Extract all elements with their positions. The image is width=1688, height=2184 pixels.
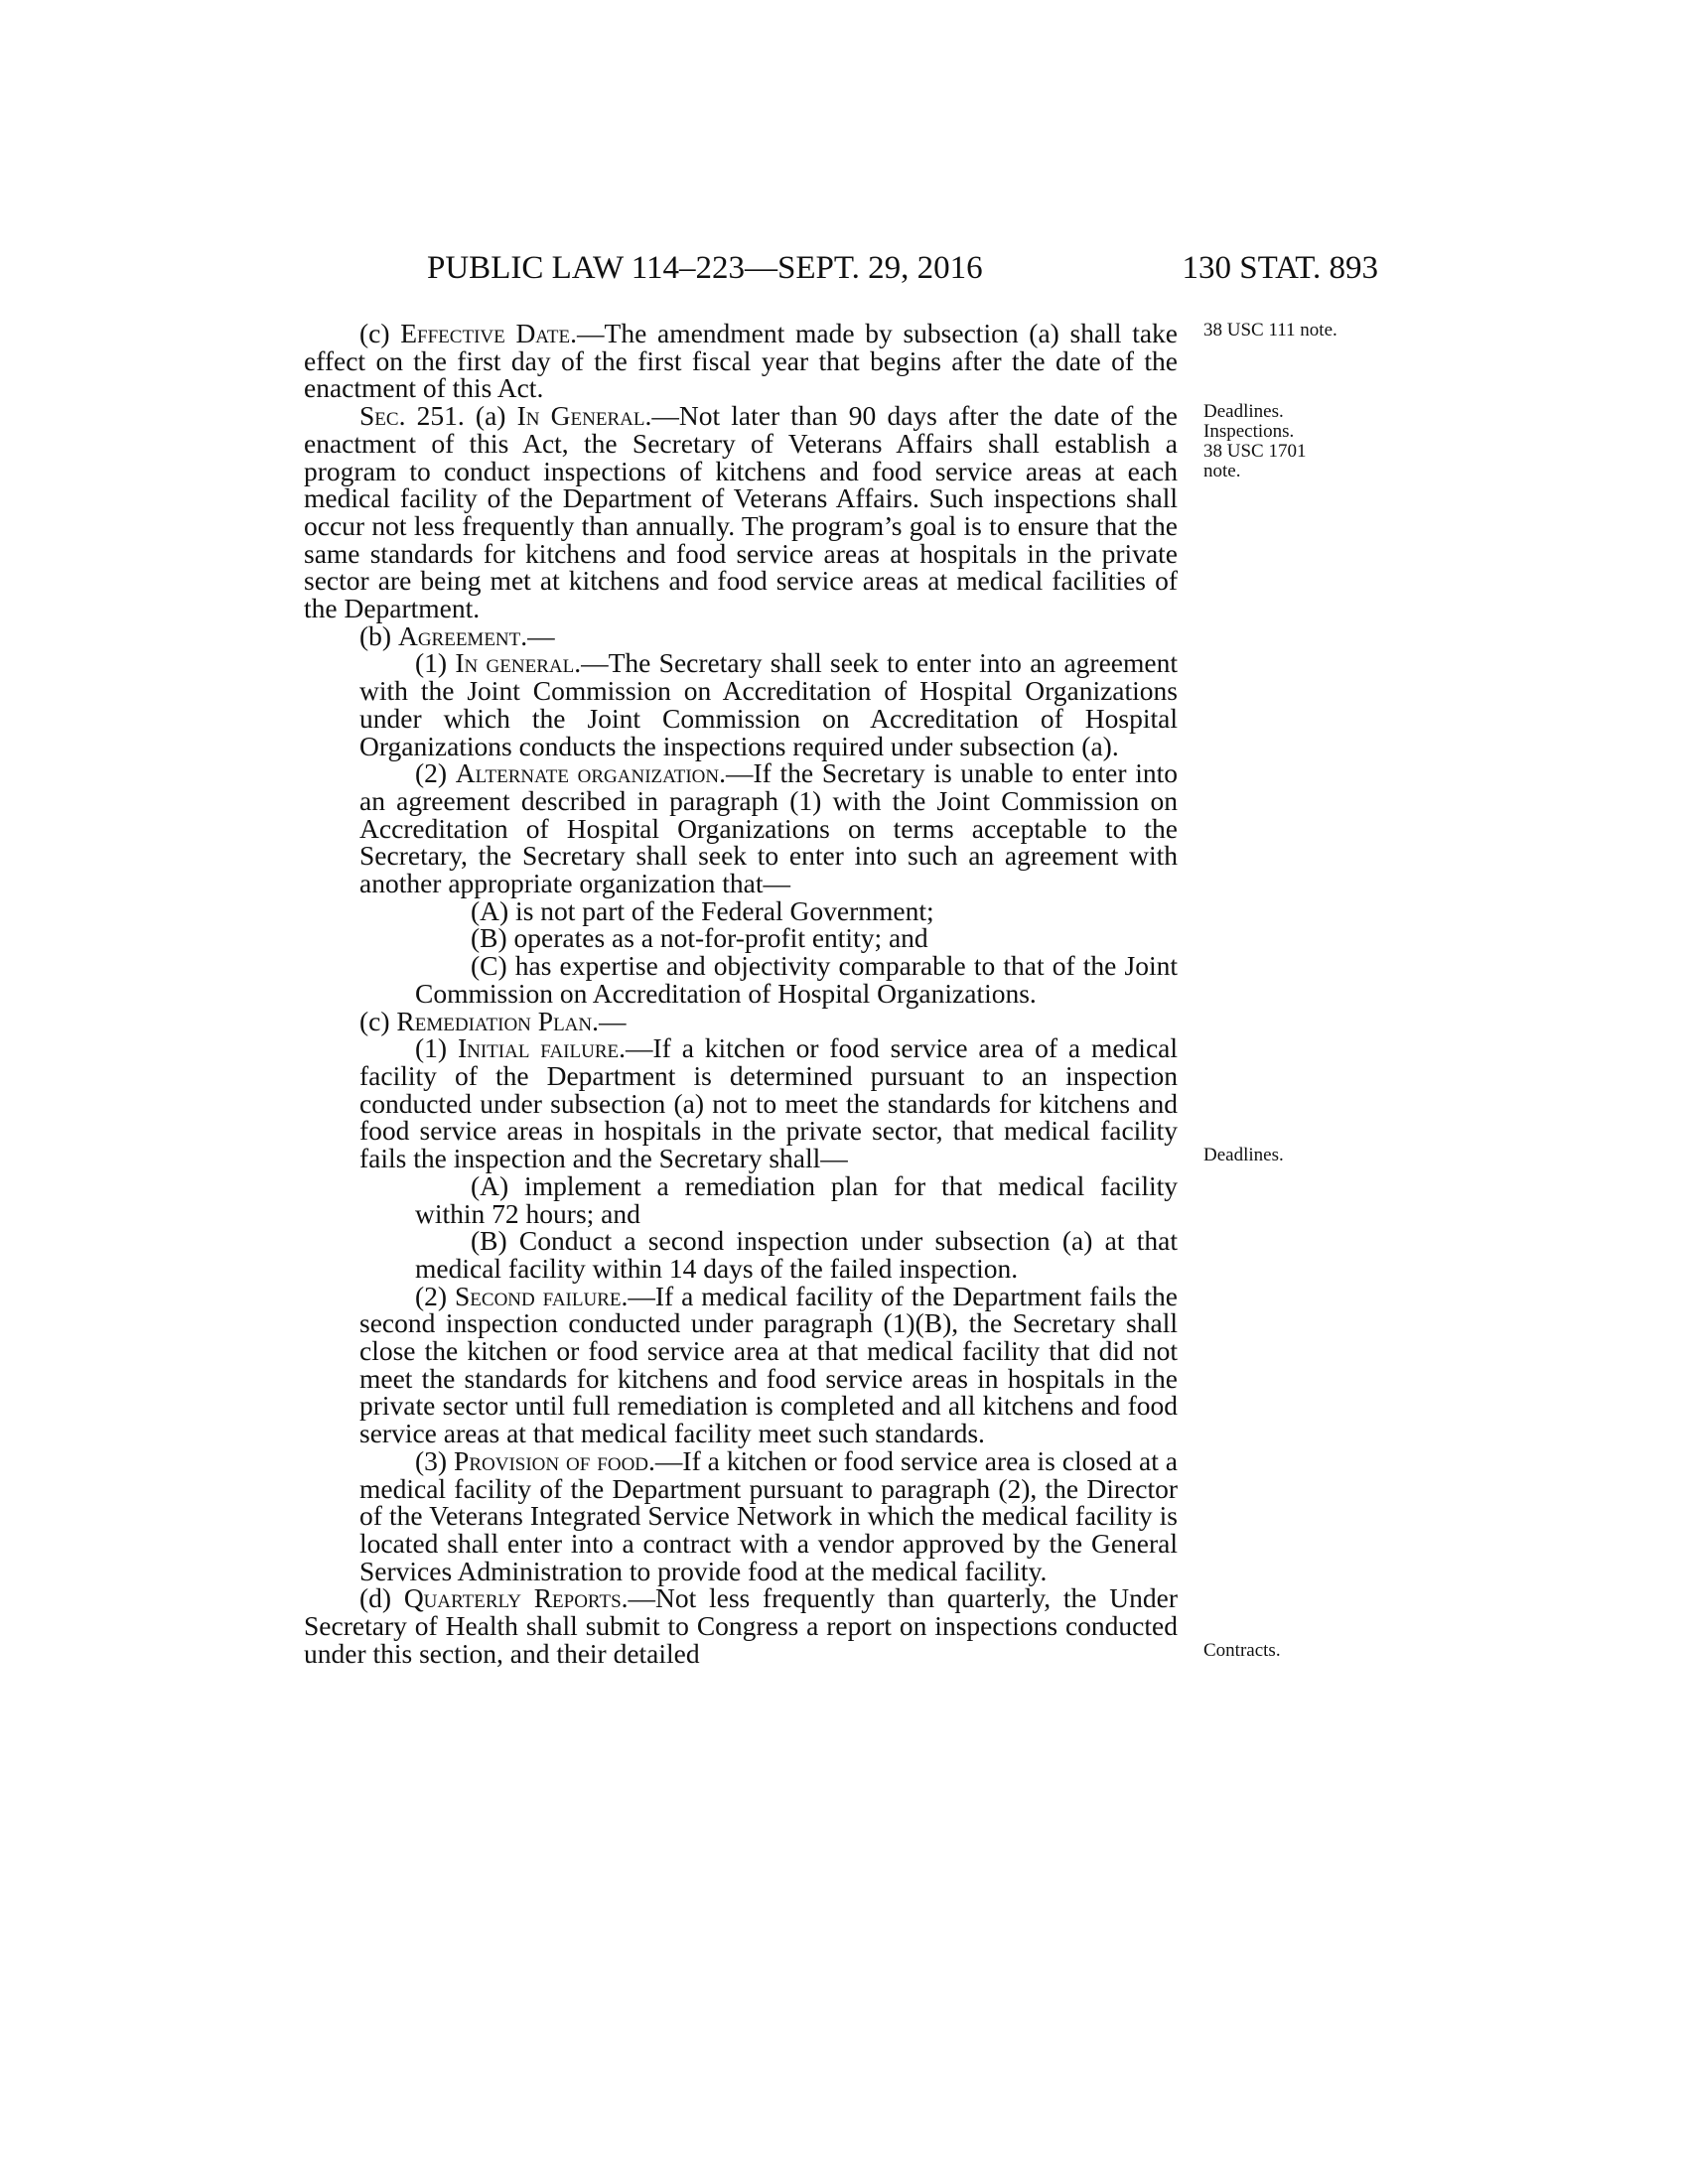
margin-note-text: Deadlines.: [1203, 1145, 1284, 1165]
statute-text: [304, 320, 1178, 1667]
text-run: (2): [415, 1280, 455, 1311]
paragraph-provision-of-food: [304, 1444, 1178, 1586]
margin-note-text: 38 USC 111 note.: [1203, 320, 1337, 341]
page-header: [427, 250, 1378, 290]
paragraph-initial-failure: [304, 1034, 1178, 1172]
text-run: .—The Secretary shall seek to enter into an agreement with the Joint Commission on Accreditation of Hospital Organizations under which the Joint Commission on Accreditation of Hospital Organizations conducts the inspections required under subsection (a).: [359, 647, 1178, 761]
subparagraph-a: (A) implement a remediation plan for that medical facility within 72 hours; and: [415, 1169, 1178, 1229]
margin-note-text: Contracts.: [1203, 1640, 1281, 1661]
margin-note-text: Deadlines.: [1203, 401, 1284, 422]
heading-run: Initial failure: [457, 1032, 620, 1064]
text-run: (b): [359, 619, 398, 651]
paragraph-agreement: [304, 619, 1178, 651]
text-run: (3): [415, 1444, 455, 1476]
subparagraph-b: (B) operates as a not-for-profit entity; and: [471, 922, 928, 954]
heading-run: Remediation Plan: [396, 1005, 593, 1036]
margin-note-contracts: [1203, 1641, 1382, 1661]
paragraph-in-general: [304, 649, 1178, 759]
subparagraph-a: (A) is not part of the Federal Government;: [471, 894, 934, 926]
heading-run: Second failure: [455, 1280, 622, 1311]
margin-note-text: Inspections.: [1203, 421, 1295, 442]
margin-note-text: 38 USC 1701: [1203, 441, 1307, 462]
heading-run: Alternate organization: [455, 757, 720, 789]
text-run: .—: [592, 1005, 627, 1036]
margin-note-deadlines: [1203, 1146, 1382, 1165]
text-run: (2): [415, 757, 456, 789]
paragraph-second-failure: [304, 1280, 1178, 1449]
running-head: PUBLIC LAW 114–223—SEPT. 29, 2016: [427, 250, 983, 286]
text-run: .—Not less frequently than quarterly, the Under Secretary of Health shall submit to Congress a report on inspections conducted under this section, and their detailed: [304, 1582, 1178, 1669]
margin-note-group: [1203, 402, 1382, 481]
text-run: (d): [359, 1582, 404, 1614]
text-run: . 251. (a): [398, 400, 517, 432]
subparagraph-b: (B) Conduct a second inspection under subsection (a) at that medical facility within 14 days of the failed inspection.: [415, 1225, 1178, 1284]
text-run: .—If a kitchen or food service area of a medical facility of the Department is determined pursuant to an inspection conducted under subsection (a) not to meet the standards for kitchens and food service areas in hospitals in the private sector, that medical facility fails the inspection and the Secretary shall—: [359, 1032, 1178, 1174]
text-run: .—If a medical facility of the Department fails the second inspection conducted under paragraph (1)(B), the Secretary shall close the kitchen or food service area at that medical facility that did not meet the standards for kitchens and food service areas in hospitals in the private sector until full remediation is completed and all kitchens and food service areas at that medical facility meet such standards.: [359, 1280, 1178, 1449]
text-run: (1): [415, 1032, 458, 1064]
text-run: .—If the Secretary is unable to enter into an agreement described in paragraph (1) with the Joint Commission on Accreditation of Hospital Organizations on terms acceptable to the Secretary, the Secretary shall seek to enter into such an agreement with another appropriate organization that—: [359, 757, 1178, 899]
paragraph-sec-251: [304, 402, 1178, 622]
heading-run: Provision of food: [454, 1444, 649, 1476]
margin-note-text: note.: [1203, 461, 1241, 481]
paragraph-remediation-plan: [304, 1005, 1178, 1036]
heading-run: Sec: [359, 400, 399, 432]
text-run: (c): [359, 318, 401, 348]
paragraph-quarterly-reports: [304, 1584, 1178, 1667]
paragraph-effective-date: [304, 320, 1178, 402]
heading-run: Effective Date: [400, 318, 571, 348]
subparagraph-c: (C) has expertise and objectivity comparable to that of the Joint Commission on Accreditation of Hospital Organizations.: [415, 950, 1178, 1009]
margin-note-usc: [1203, 321, 1382, 341]
heading-run: In General: [516, 400, 645, 432]
text-run: .—The amendment made by subsection (a) shall take effect on the first day of the first fiscal year that begins after the date of the enactment of this Act.: [304, 318, 1178, 404]
heading-run: Quarterly Reports: [403, 1582, 622, 1614]
text-run: (c): [359, 1005, 397, 1036]
statute-page-number: 130 STAT. 893: [1182, 250, 1378, 286]
text-run: .—Not later than 90 days after the date of the enactment of this Act, the Secretary of Veterans Affairs shall establish a program to conduct inspections of kitchens and food service areas at each medical facility of the Department of Veterans Affairs. Such inspections shall occur not less frequently than annually. The program’s goal is to ensure that the same standards for kitchens and food service areas at hospitals in the private sector are being met at kitchens and food service areas at medical facilities of the Department.: [304, 400, 1179, 624]
heading-run: In general: [455, 647, 575, 679]
paragraph-alternate-organization: [304, 759, 1178, 897]
heading-run: Agreement: [397, 619, 521, 651]
text-run: .—If a kitchen or food service area is closed at a medical facility of the Department pursuant to paragraph (2), the Director of the Veterans Integrated Service Network in which the medical facility is located shall enter into a contract with a vendor approved by the General Services Administration to provide food at the medical facility.: [359, 1444, 1178, 1586]
text-run: (1): [415, 647, 456, 679]
text-run: .—: [520, 619, 555, 651]
